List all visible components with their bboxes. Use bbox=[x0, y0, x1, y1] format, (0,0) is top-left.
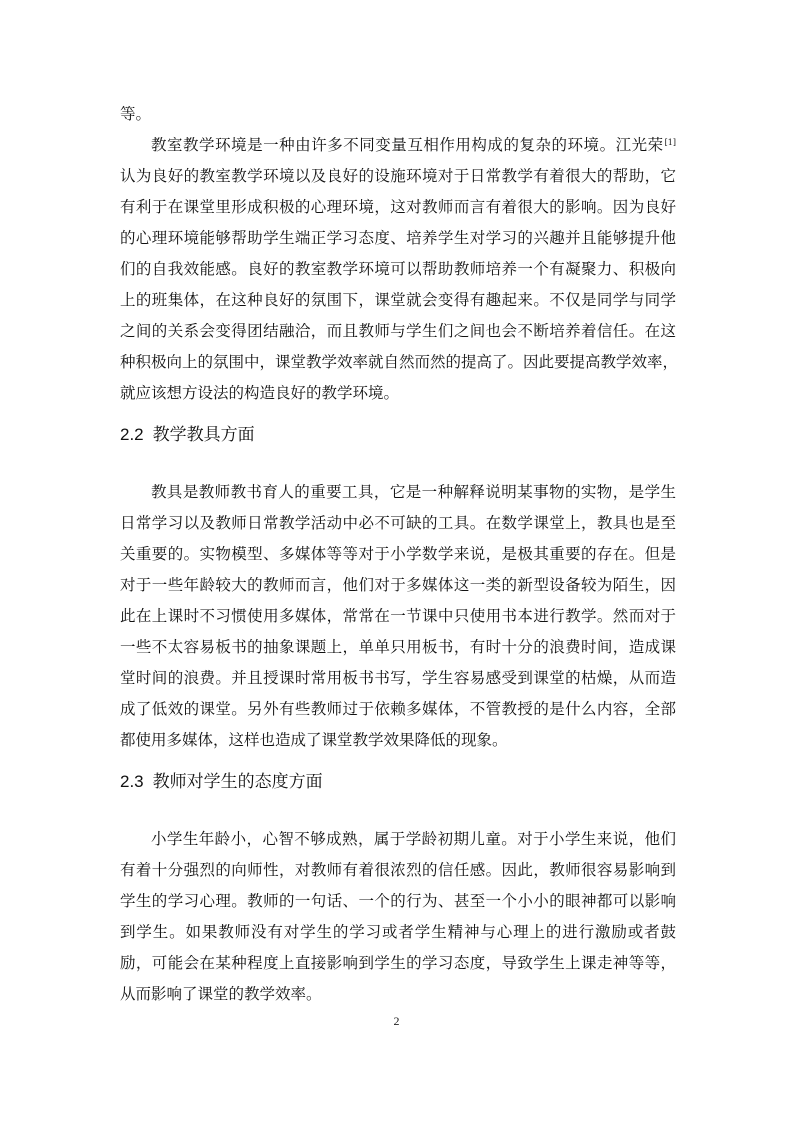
section-heading bbox=[120, 424, 255, 446]
paragraph-line: 都使用多媒体，这样也造成了课堂教学效果降低的现象。 bbox=[120, 731, 508, 749]
paragraph-line: 就应该想方设法的构造良好的教学环境。 bbox=[120, 384, 400, 402]
paragraph-line: 上的班集体，在这种良好的氛围下，课堂就会变得有趣起来。不仅是同学与同学 bbox=[120, 291, 676, 309]
paragraph-line: 此在上课时不习惯使用多媒体，常常在一节课中只使用书本进行教学。然而对于 bbox=[120, 607, 676, 625]
paragraph-line: 学生的学习心理。教师的一句话、一个的行为、甚至一个小小的眼神都可以影响 bbox=[120, 892, 676, 910]
section-title: 教师对学生的态度方面 bbox=[152, 772, 323, 792]
paragraph-line: 日常学习以及教师日常教学活动中必不可缺的工具。在数学课堂上，教具也是至 bbox=[120, 514, 676, 532]
paragraph-line: 之间的关系会变得团结融洽，而且教师与学生们之间也会不断培养着信任。在这 bbox=[120, 322, 676, 340]
paragraph-line: 小学生年龄小，心智不够成熟，属于学龄初期儿童。对于小学生来说，他们 bbox=[151, 830, 676, 848]
paragraph-text: 教室教学环境是一种由许多不同变量互相作用构成的复杂的环境。江光荣 bbox=[151, 136, 664, 154]
citation-ref: [1] bbox=[664, 138, 676, 147]
paragraph-line: 成了低效的课堂。另外有些教师过于依赖多媒体，不管教授的是什么内容，全部 bbox=[120, 700, 676, 718]
paragraph-line bbox=[151, 135, 676, 155]
paragraph-line: 关重要的。实物模型、多媒体等等对于小学数学来说，是极其重要的存在。但是 bbox=[120, 545, 676, 563]
paragraph-line: 从而影响了课堂的教学效率。 bbox=[120, 985, 322, 1003]
paragraph-line: 种积极向上的氛围中，课堂教学效率就自然而然的提高了。因此要提高教学效率， bbox=[120, 353, 679, 371]
paragraph-line: 堂时间的浪费。并且授课时常用板书书写，学生容易感受到课堂的枯燥，从而造 bbox=[120, 669, 676, 687]
page-number: 2 bbox=[393, 1014, 400, 1028]
paragraph-line: 教具是教师教书育人的重要工具，它是一种解释说明某事物的实物，是学生 bbox=[151, 483, 676, 501]
paragraph-line: 有着十分强烈的向师性，对教师有着很浓烈的信任感。因此，教师很容易影响到 bbox=[120, 861, 676, 879]
section-title: 教学教具方面 bbox=[152, 425, 255, 445]
paragraph-line: 的心理环境能够帮助学生端正学习态度、培养学生对学习的兴趣并且能够提升他 bbox=[120, 229, 676, 247]
paragraph-line: 励，可能会在某种程度上直接影响到学生的学习态度，导致学生上课走神等等， bbox=[120, 954, 676, 972]
paragraph-line: 对于一些年龄较大的教师而言，他们对于多媒体这一类的新型设备较为陌生，因 bbox=[120, 576, 676, 594]
paragraph-line: 有利于在课堂里形成积极的心理环境，这对教师而言有着很大的影响。因为良好 bbox=[120, 198, 676, 216]
section-number: 2.2 bbox=[120, 425, 144, 444]
paragraph-line: 一些不太容易板书的抽象课题上，单单只用板书，有时十分的浪费时间，造成课 bbox=[120, 638, 676, 656]
section-number: 2.3 bbox=[120, 772, 144, 791]
paragraph-line: 们的自我效能感。良好的教室教学环境可以帮助教师培养一个有凝聚力、积极向 bbox=[120, 260, 676, 278]
paragraph-line: 认为良好的教室教学环境以及良好的设施环境对于日常教学有着很大的帮助，它 bbox=[120, 167, 676, 185]
paragraph-line: 等。 bbox=[120, 105, 152, 123]
paragraph-line: 到学生。如果教师没有对学生的学习或者学生精神与心理上的进行激励或者鼓 bbox=[120, 923, 676, 941]
section-heading bbox=[120, 771, 323, 793]
